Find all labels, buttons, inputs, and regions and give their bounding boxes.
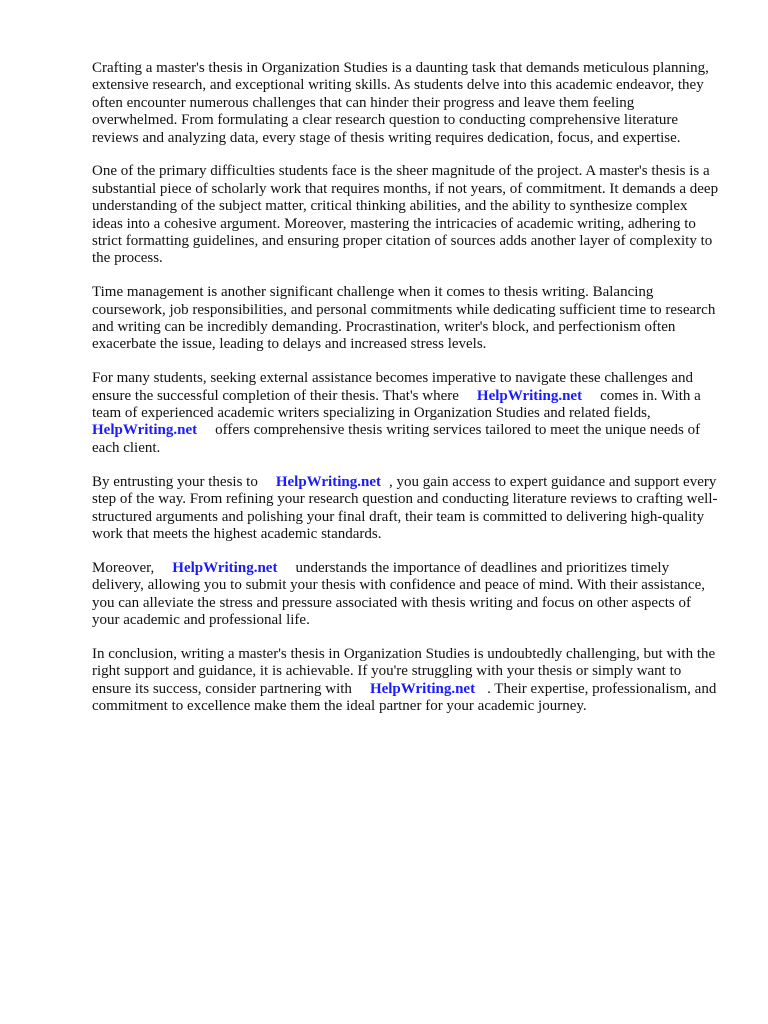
helpwriting-link[interactable]: HelpWriting.net [369, 680, 476, 697]
text-segment: , you gain access to expert guidance and support every step of the way. From refining your research question and conducting literature reviews to crafting well-structured arguments and polishing your final draft, their team is committed to delivering high-quality work that meets the highest academic standards. [92, 473, 718, 542]
paragraph-entrusting [92, 474, 722, 544]
helpwriting-link[interactable]: HelpWriting.net [172, 559, 278, 576]
helpwriting-link[interactable]: HelpWriting.net [476, 387, 583, 404]
text-segment: comes in. With a team of experienced academic writers specializing in Organization Studies and related fields, [92, 387, 701, 422]
text-segment: understands the importance of deadlines and prioritizes timely delivery, allowing you to submit your thesis with confidence and peace of mind. With their assistance, you can alleviate the stress and pressure associated with thesis writing and focus on other aspects of your academic and professional life. [92, 559, 706, 628]
text-segment: offers comprehensive thesis writing services tailored to meet the unique needs of each client. [92, 422, 701, 456]
text-segment: In conclusion, writing a master's thesis in Organization Studies is undoubtedly challenging, but with the right support and guidance, it is achievable. If you're struggling with your thesis or simply want to ensure its success, consider partnering with [92, 645, 716, 697]
paragraph-difficulties: One of the primary difficulties students face is the sheer magnitude of the project. A master's thesis is a substantial piece of scholarly work that requires months, if not years, of commitment. It demands a deep understanding of the subject matter, critical thinking abilities, and the ability to synthesize complex ideas into a cohesive argument. Moreover, mastering the intricacies of academic writing, adhering to strict formatting guidelines, and ensuring proper citation of sources adds another layer of complexity to the process. [92, 163, 719, 267]
paragraph-deadlines [92, 560, 722, 630]
text-segment: Moreover, [92, 559, 155, 576]
document-body [92, 60, 722, 732]
paragraph-conclusion [92, 646, 722, 716]
text-segment: By entrusting your thesis to [92, 473, 258, 490]
paragraph-intro: Crafting a master's thesis in Organization Studies is a daunting task that demands meticulous planning, extensive research, and exceptional writing skills. As students delve into this academic endeavor, they often encounter numerous challenges that can hinder their progress and leave them feeling overwhelmed. From formulating a clear research question to conducting comprehensive literature reviews and analyzing data, every stage of thesis writing requires dedication, focus, and expertise. [92, 60, 709, 146]
text-segment: For many students, seeking external assistance becomes imperative to navigate these challenges and ensure the successful completion of their thesis. That's where [92, 370, 694, 404]
helpwriting-link[interactable]: HelpWriting.net [92, 422, 198, 439]
paragraph-time-management: Time management is another significant challenge when it comes to thesis writing. Balancing coursework, job responsibilities, and personal commitments while dedicating sufficient time to research and writing can be incredibly demanding. Procrastination, writer's block, and perfectionism often exacerbate the issue, leading to delays and increased stress levels. [92, 284, 716, 353]
helpwriting-link[interactable]: HelpWriting.net [275, 473, 381, 490]
paragraph-external-assistance [92, 370, 722, 457]
text-segment: . Their expertise, professionalism, and commitment to excellence make them the ideal partner for your academic journey. [92, 680, 717, 714]
